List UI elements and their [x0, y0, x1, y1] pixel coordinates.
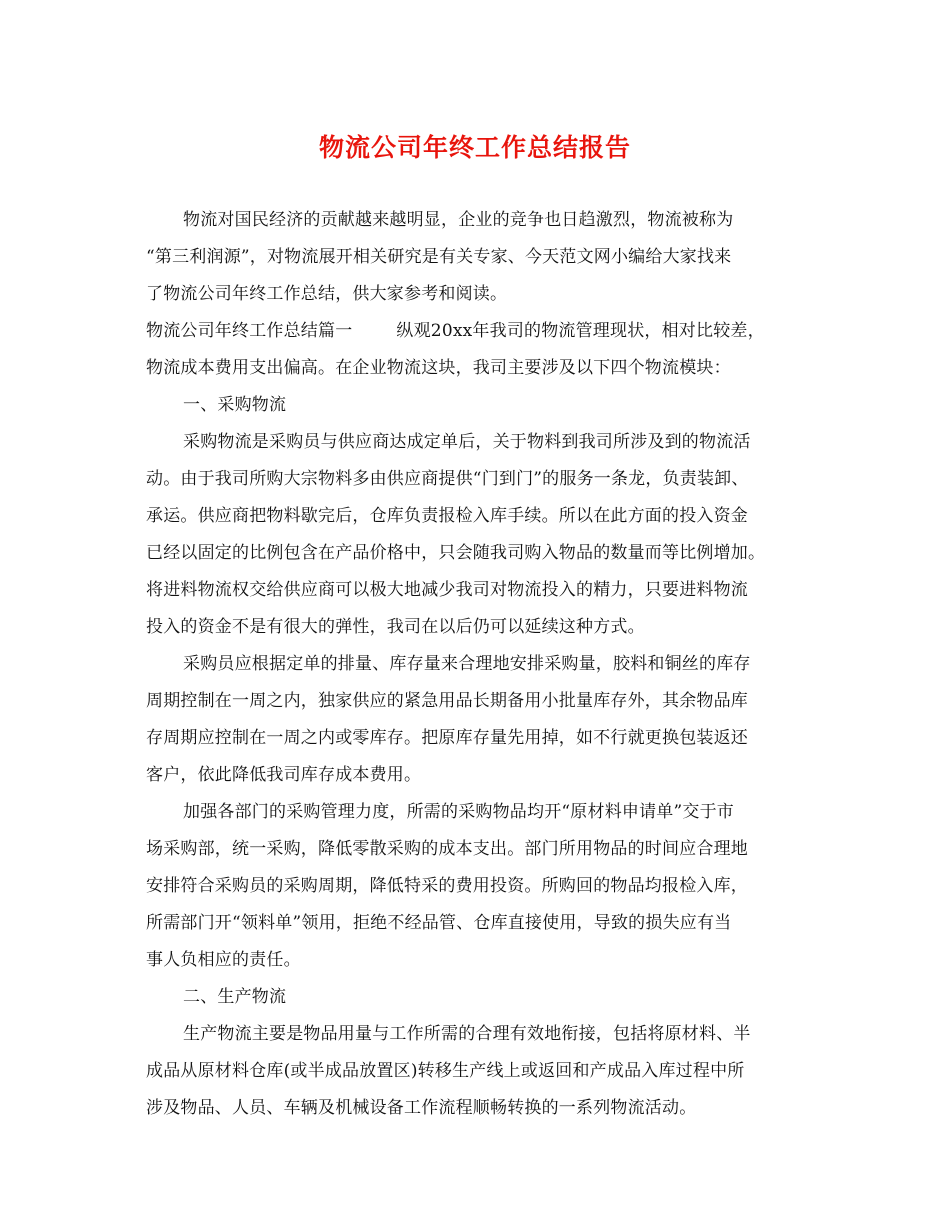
section-heading: 二、生产物流 [183, 987, 287, 1007]
paragraph-line: 成品从原材料仓库(或半成品放置区)转移生产线上或返回和产成品入库过程中所 [146, 1061, 745, 1081]
section-heading: 一、采购物流 [183, 395, 287, 415]
paragraph-line: 存周期应控制在一周之内或零库存。把原库存量先用掉，如不行就更换包装返还 [146, 728, 748, 748]
paragraph-line: 物流对国民经济的贡献越来越明显，企业的竞争也日趋激烈，物流被称为 [183, 210, 734, 230]
paragraph-line: 投入的资金不是有很大的弹性，我司在以后仍可以延续这种方式。 [146, 617, 645, 637]
paragraph-line: 安排符合采购员的采购周期，降低特采的费用投资。所购回的物品均报检入库， [146, 876, 748, 896]
section-heading: 物流公司年终工作总结篇一 [146, 321, 353, 341]
paragraph-text: 纵观20xx年我司的物流管理现状，相对比较差， [396, 321, 765, 341]
paragraph-line: 周期控制在一周之内，独家供应的紧急用品长期备用小批量库存外，其余物品库 [146, 691, 748, 711]
paragraph-line: 物流成本费用支出偏高。在企业物流这块，我司主要涉及以下四个物流模块： [146, 358, 731, 378]
section-heading-line [146, 319, 765, 343]
paragraph-line: 场采购部，统一采购，降低零散采购的成本支出。部门所用物品的时间应合理地 [146, 839, 748, 859]
paragraph-line: 所需部门开“领料单”领用，拒绝不经品管、仓库直接使用，导致的损失应有当 [146, 913, 732, 933]
paragraph-line: 涉及物品、人员、车辆及机械设备工作流程顺畅转换的一系列物流活动。 [146, 1098, 697, 1118]
paragraph-line: 客户，依此降低我司库存成本费用。 [146, 765, 422, 785]
paragraph-line: 采购员应根据定单的排量、库存量来合理地安排采购量，胶料和铜丝的库存 [183, 654, 751, 674]
paragraph-line: 生产物流主要是物品用量与工作所需的合理有效地衔接，包括将原材料、半 [183, 1024, 751, 1044]
paragraph-line: 已经以固定的比例包含在产品价格中，只会随我司购入物品的数量而等比例增加。 [146, 543, 766, 563]
paragraph-line: 加强各部门的采购管理力度，所需的采购物品均开“原材料申请单”交于市 [183, 802, 734, 822]
paragraph-line: 动。由于我司所购大宗物料多由供应商提供“门到门”的服务一条龙，负责装卸、 [146, 469, 749, 489]
document-title: 物流公司年终工作总结报告 [318, 133, 631, 162]
paragraph-line: 将进料物流权交给供应商可以极大地减少我司对物流投入的精力，只要进料物流 [146, 580, 748, 600]
paragraph-line: 了物流公司年终工作总结，供大家参考和阅读。 [146, 284, 508, 304]
paragraph-line: “第三利润源”，对物流展开相关研究是有关专家、今天范文网小编给大家找来 [146, 247, 732, 267]
paragraph-line: 采购物流是采购员与供应商达成定单后，关于物料到我司所涉及到的物流活 [183, 432, 751, 452]
paragraph-line: 承运。供应商把物料歇完后，仓库负责报检入库手续。所以在此方面的投入资金 [146, 506, 748, 526]
paragraph-line: 事人负相应的责任。 [146, 950, 301, 970]
